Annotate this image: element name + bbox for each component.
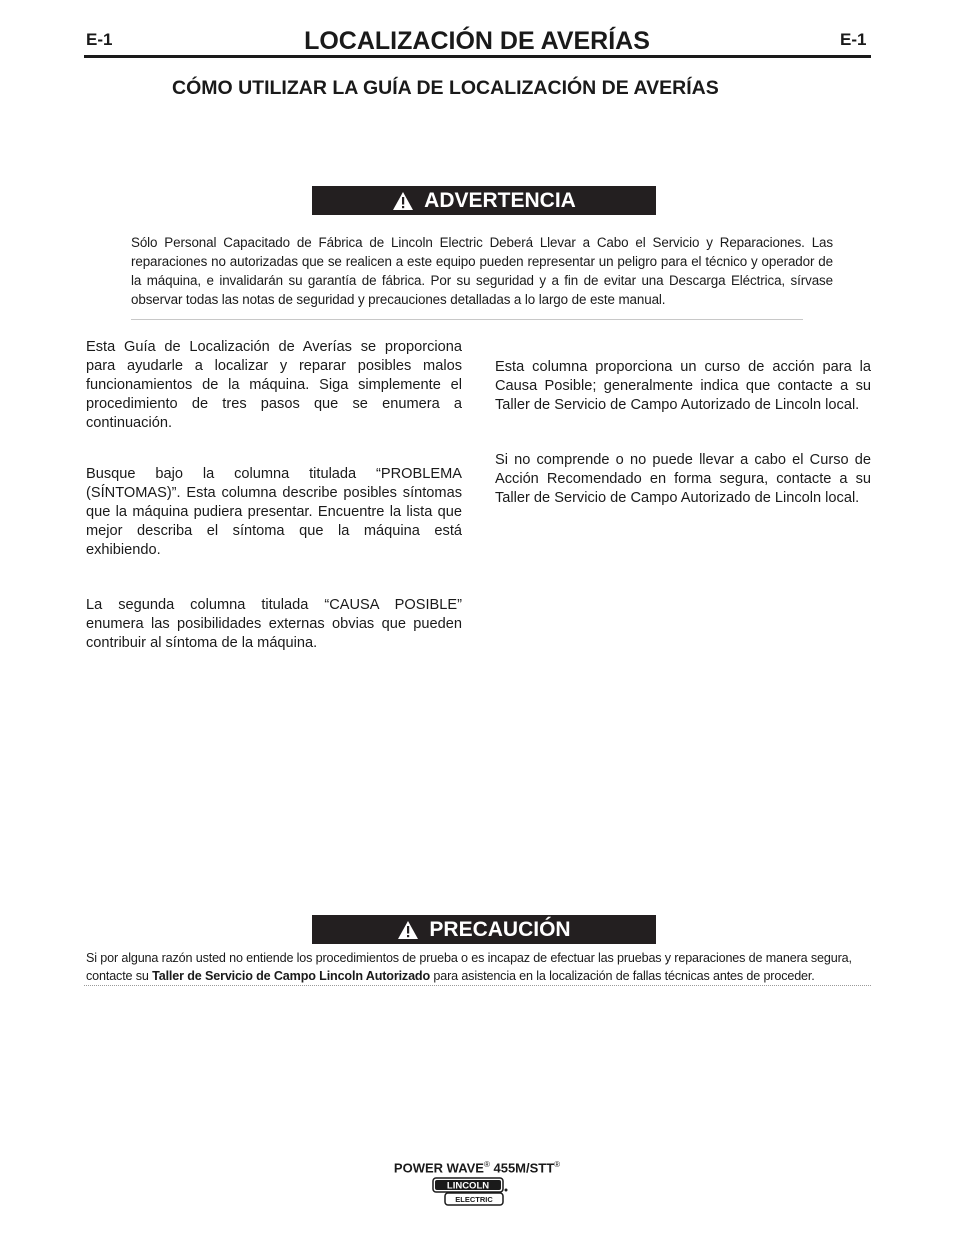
logo-top-text: LINCOLN <box>446 1180 490 1192</box>
registered-mark: ® <box>483 1160 490 1169</box>
warning-banner <box>312 186 656 215</box>
header-rule <box>84 55 871 58</box>
page-code-left: E-1 <box>86 30 113 49</box>
footer-model-name <box>0 1160 954 1175</box>
warning-divider <box>131 319 803 320</box>
caution-text-before: Si por alguna razón usted no entiende los procedimientos de prueba o es incapaz de efectuar las pruebas y reparaciones de manera segura, contacte su <box>86 951 852 983</box>
caution-banner <box>312 915 656 944</box>
lincoln-electric-logo <box>432 1177 512 1207</box>
warning-text: Sólo Personal Capacitado de Fábrica de Lincoln Electric Deberá Llevar a Cabo el Servicio y Reparaciones. Las reparaciones no autorizadas que se realicen a este equipo pueden representar un peligro para el técnico y operador de la máquina, e invalidarán su garantía de fábrica. Por su seguridad y a fin de evitar una Descarga Eléctrica, sírvase observar todas las notas de seguridad y precauciones detalladas a lo largo de este manual. <box>131 235 833 307</box>
caution-text-after: para asistencia en la localización de fallas técnicas antes de proceder. <box>430 969 815 983</box>
warning-label: ADVERTENCIA <box>424 188 576 212</box>
caution-divider <box>84 985 871 986</box>
page-title: LOCALIZACIÓN DE AVERÍAS <box>304 27 650 55</box>
caution-text-bold: Taller de Servicio de Campo Lincoln Autorizado <box>152 969 431 983</box>
caution-label: PRECAUCIÓN <box>429 917 571 941</box>
warning-triangle-icon <box>397 920 419 940</box>
logo-bottom-text: ELECTRIC <box>455 1195 493 1204</box>
registered-mark: ® <box>554 1160 561 1169</box>
section-subtitle: CÓMO UTILIZAR LA GUÍA DE LOCALIZACIÓN DE AVERÍAS <box>172 77 719 99</box>
model-prefix: POWER WAVE <box>393 1160 484 1176</box>
right-paragraph-2: Si no comprende o no puede llevar a cabo el Curso de Acción Recomendado en forma segura, contacte a su Taller de Servicio de Campo Autorizado de Lincoln local. <box>495 452 871 506</box>
page-code-right: E-1 <box>840 30 867 49</box>
model-suffix: 455M/STT <box>489 1160 555 1176</box>
left-paragraph-3: La segunda columna titulada “CAUSA POSIBLE” enumera las posibilidades externas obvias que pueden contribuir al síntoma de la máquina. <box>86 597 462 651</box>
left-paragraph-1: Esta Guía de Localización de Averías se proporciona para ayudarle a localizar y reparar posibles malos funcionamientos de la máquina. Siga simplemente el procedimiento de tres pasos que se enumera a continuación. <box>86 339 462 431</box>
caution-text <box>86 949 870 985</box>
warning-triangle-icon <box>392 191 414 211</box>
left-paragraph-2: Busque bajo la columna titulada “PROBLEMA (SÍNTOMAS)”. Esta columna describe posibles síntomas que la máquina pudiera presentar. Encuentre la lista que mejor describa el síntoma que la máquina está exhibiendo. <box>86 466 462 558</box>
right-paragraph-1: Esta columna proporciona un curso de acción para la Causa Posible; generalmente indica que contacte a su Taller de Servicio de Campo Autorizado de Lincoln local. <box>495 359 871 413</box>
